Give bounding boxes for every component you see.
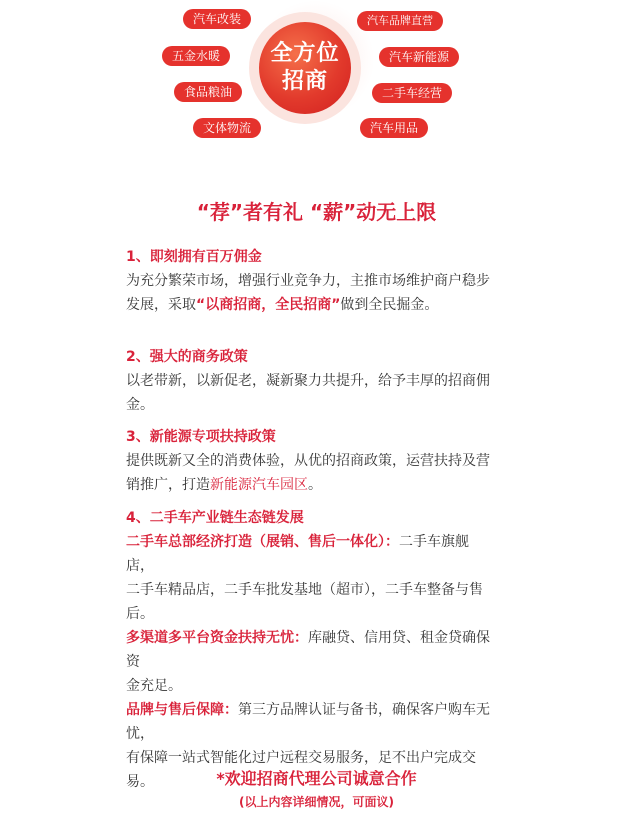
section-text: 金充足。 bbox=[126, 678, 182, 694]
section-text: 为充分繁荣市场，增强行业竞争力，主推市场维护商户稳步 bbox=[126, 273, 490, 289]
text: 库融贷、信用贷、租金贷确保 bbox=[308, 630, 490, 646]
section-text: 二手车精品店，二手车批发基地（超市），二手车整备与售 bbox=[126, 582, 483, 598]
section-text: 以老带新，以新促老，凝新聚力共提升，给予丰厚的招商佣 bbox=[126, 373, 490, 389]
text: 发展，采取 bbox=[126, 297, 196, 313]
highlight-text: “以商招商，全民招商” bbox=[196, 297, 341, 313]
section-text bbox=[126, 626, 526, 650]
hero-graphic bbox=[0, 0, 633, 160]
section-title: 1、即刻拥有百万佣金 bbox=[126, 249, 262, 265]
section-text: 金。 bbox=[126, 397, 154, 413]
section-title: 4、二手车产业链生态链发展 bbox=[126, 510, 304, 526]
section-text: 有保障一站式智能化过户远程交易服务，足不出户完成交 bbox=[126, 750, 476, 766]
text: 二手车旗舰 bbox=[399, 534, 469, 550]
section-title: 3、新能源专项扶持政策 bbox=[126, 429, 276, 445]
section-text: 忧， bbox=[126, 726, 154, 742]
center-line1: 全方位 bbox=[270, 41, 340, 66]
section-text bbox=[126, 473, 526, 497]
text: 销推广，打造 bbox=[126, 477, 210, 493]
section-text: 后。 bbox=[126, 606, 154, 622]
highlight-text: 多渠道多平台资金扶持无忧： bbox=[126, 630, 308, 646]
section-business-policy bbox=[126, 345, 526, 417]
section-text: 易。 bbox=[126, 774, 154, 790]
text: 第三方品牌认证与备书，确保客户购车无 bbox=[238, 702, 490, 718]
footer-invitation: *欢迎招商代理公司诚意合作 bbox=[216, 769, 417, 788]
section-text bbox=[126, 698, 526, 722]
section-text bbox=[126, 530, 526, 554]
highlight-text: 二手车总部经济打造（展销、售后一体化）： bbox=[126, 534, 399, 550]
section-commission bbox=[126, 245, 526, 317]
section-new-energy bbox=[126, 425, 526, 497]
tag-left-4: 文体物流 bbox=[193, 118, 261, 138]
footer-note: (以上内容详细情况，可面议) bbox=[239, 795, 394, 809]
section-used-car bbox=[126, 506, 526, 794]
center-line2: 招商 bbox=[281, 69, 328, 94]
text: 。 bbox=[308, 477, 322, 493]
section-text: 资 bbox=[126, 654, 140, 670]
highlight-text: 新能源汽车园区 bbox=[210, 477, 308, 493]
tag-right-1: 汽车品牌直营 bbox=[357, 11, 443, 31]
tag-left-1: 汽车改装 bbox=[183, 9, 251, 29]
text: 做到全民掘金。 bbox=[340, 297, 439, 313]
section-text: 提供既新又全的消费体验，从优的招商政策，运营扶持及营 bbox=[126, 453, 490, 469]
section-title: 2、强大的商务政策 bbox=[126, 349, 248, 365]
tag-right-3: 二手车经营 bbox=[372, 83, 452, 103]
center-badge bbox=[259, 22, 351, 114]
section-text bbox=[126, 293, 526, 317]
tag-right-4: 汽车用品 bbox=[360, 118, 428, 138]
highlight-text: 品牌与售后保障： bbox=[126, 702, 238, 718]
tag-right-2: 汽车新能源 bbox=[379, 47, 459, 67]
tag-left-3: 食品粮油 bbox=[174, 82, 242, 102]
tag-left-2: 五金水暖 bbox=[162, 46, 230, 66]
promo-heading: “荐”者有礼 “薪”动无上限 bbox=[196, 200, 437, 224]
section-text: 店， bbox=[126, 558, 154, 574]
